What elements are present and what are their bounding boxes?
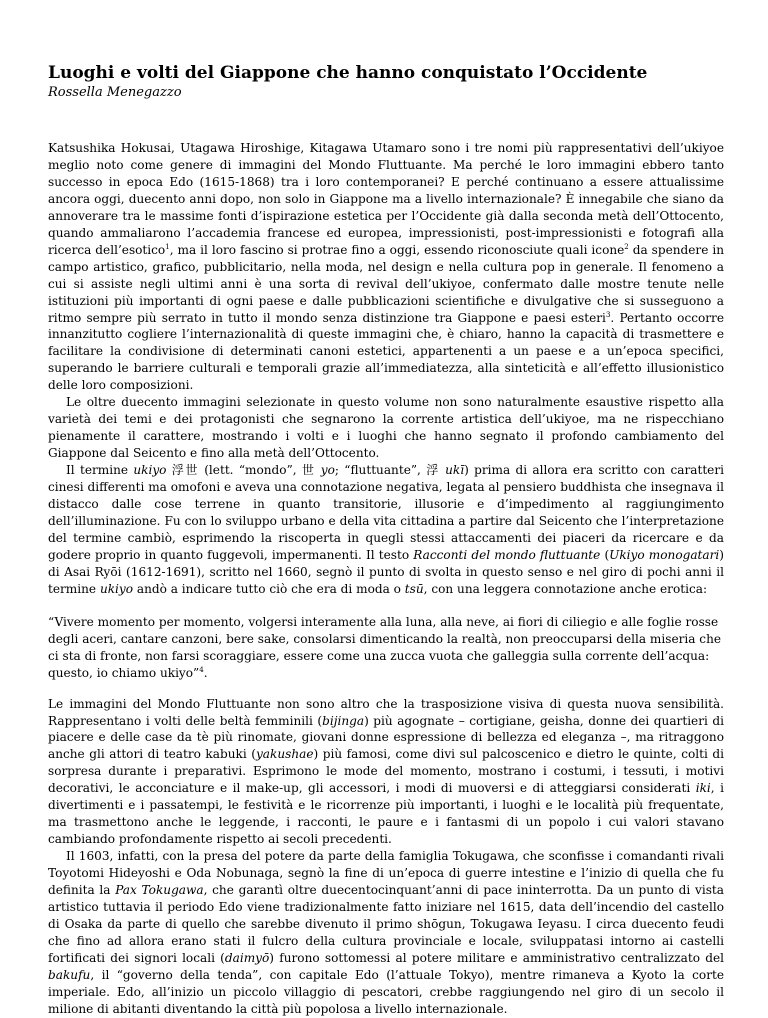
footnote-ref-4[interactable]: 4 xyxy=(199,665,204,674)
paragraph-2: Le oltre duecento immagini selezionate in questo volume non sono naturalmente esaustive rispetto alla varietà dei temi e dei protagonisti che segnarono la corrente artistica dell’ukiyoe, ma ne rispecchiano pienamente il carattere, mostrando i volti e i luoghi che hanno segnato il profondo cambiamento del Giappone dal Seicento e fino alla metà dell’Ottocento. xyxy=(48,395,724,461)
document-body xyxy=(48,140,724,1018)
footnote-ref-3[interactable]: 3 xyxy=(605,310,611,319)
paragraph-4: Le immagini del Mondo Fluttuante non sono altro che la trasposizione visiva di questa nuova sensibilità. Rappresentano i volti delle beltà femminili (bijinga) più agognate – cortigiane, geisha, donne dei quartieri di piacere e delle case da tè più rinomate, giovani donne espressione di bellezza ed eleganza –, ma ritraggono anche gli attori di teatro kabuki (yakushae) più famosi, come divi sul palcoscenico e dietro le quinte, colti di sorpresa durante i preparativi. Esprimono le mode del momento, mostrano i costumi, i tessuti, i motivi decorativi, le acconciature e il make-up, gli accessori, i modi di muoversi e di atteggiarsi considerati iki, i divertimenti e i passatempi, le festività e le ricorrenze più importanti, i luoghi e le località più frequentate, ma trasmettono anche le leggende, i racconti, le paure e i fantasmi di un popolo i cui valori stavano cambiando profondamente rispetto ai secoli precedenti. xyxy=(48,696,724,847)
author-name: Rossella Menegazzo xyxy=(48,85,182,100)
block-quote: “Vivere momento per momento, volgersi interamente alla luna, alla neve, ai fiori di ciliegio e alle foglie rosse degli aceri, cantare canzoni, bere sake, consolarsi dimenticando la realtà, non preoccuparsi della miseria che ci sta di fronte, non farsi scoraggiare, essere come una zucca vuota che galleggia sulla corrente dell’acqua: questo, io chiamo ukiyo”$^4$. xyxy=(48,614,722,680)
paragraph-5: Il 1603, infatti, con la presa del potere da parte della famiglia Tokugawa, che sconfisse i comandanti rivali Toyotomi Hideyoshi e Oda Nobunaga, segnò la fine di un’epoca di guerre intestine e l’inizio di quella che fu definita la Pax Tokugawa, che garantì oltre duecentocinquant’anni di pace ininterrotta. Da un punto di vista artistico tuttavia il periodo Edo viene tradizionalmente fatto iniziare nel 1615, data dell’incendio del castello di Osaka da parte di quello che sarebbe divenuto il primo shōgun, Tokugawa Ieyasu. I circa duecento feudi che fino ad allora erano stati il fulcro della cultura provinciale e locale, sviluppatasi intorno ai castelli fortificati dei signori locali (daimyō) furono sottomessi al potere militare e amministrativo centralizzato del bakufu, il “governo della tenda”, con capitale Edo (l’attuale Tokyo), mentre rimaneva a Kyoto la corte imperiale. Edo, all’inizio un piccolo villaggio di pescatori, crebbe raggiungendo nel giro di un secolo il milione di abitanti diventando la città più popolosa a livello internazionale. xyxy=(48,849,724,1016)
paragraph-3: Il termine ukiyo 浮世 (lett. “mondo”, 世 yo; “fluttuante”, 浮 ukī) prima di allora era scritto con caratteri cinesi differenti ma omofoni e aveva una connotazione negativa, legata al pensiero buddhista che insegnava il distacco dalle cose terrene in quanto transitorie, illusorie e d’impedimento al raggiungimento dell’illuminazione. Fu con lo sviluppo urbano e della vita cittadina a partire dal Seicento che l’interpretazione del termine cambiò, esprimendo la riscoperta in quegli stessi attaccamenti dei piaceri da ricercare e da godere proprio in quanto fuggevoli, impermanenti. Il testo Racconti del mondo fluttuante (Ukiyo monogatari) di Asai Ryōi (1612-1691), scritto nel 1660, segnò il punto di svolta in questo senso e nel giro di pochi anni il termine ukiyo andò a indicare tutto ciò che era di moda o tsū, con una leggera connotazione anche erotica: xyxy=(48,463,724,596)
document-title: Luoghi e volti del Giappone che hanno conquistato l’Occidente xyxy=(48,63,648,83)
paragraph-1: Katsushika Hokusai, Utagawa Hiroshige, Kitagawa Utamaro sono i tre nomi più rappresentativi dell’ukiyoe meglio noto come genere di immagini del Mondo Fluttuante. Ma perché le loro immagini ebbero tanto successo in epoca Edo (1615-1868) tra i loro contemporanei? E perché continuano a essere attualissime ancora oggi, duecento anni dopo, non solo in Giappone ma a livello internazionale? È innegabile che siano da annoverare tra le massime fonti d’ispirazione estetica per l’Occidente già dalla seconda metà dell’Ottocento, quando ammaliarono l’accademia francese ed europea, impressionisti, post-impressionisti e fotografi alla ricerca dell’esotico$^1$, ma il loro fascino si protrae fino a oggi, essendo riconosciute quali icone$^2$ da spendere in campo artistico, grafico, pubblicitario, nella moda, nel design e nella cultura pop in generale. Il fenomeno a cui si assiste negli ultimi anni è una sorta di revival dell’ukiyoe, confermato dalle mostre tenute nelle istituzioni più importanti di ogni paese e dalle pubblicazioni scientifiche e divulgative che si susseguono a ritmo sempre più serrato in tutto il mondo senza distinzione tra Giappone e paesi esteri$^3$. Pertanto occorre innanzitutto cogliere l’internazionalità di queste immagini che, è chiaro, hanno la capacità di trasmettere e facilitare la condivisione di determinati canoni estetici, appartenenti a un paese e a un’epoca specifici, superando le barriere culturali e temporali grazie all’immediatezza, alla sinteticità e all’effetto illusionistico delle loro composizioni. xyxy=(48,141,724,393)
footnote-ref-1[interactable]: 1 xyxy=(165,242,170,251)
footnote-ref-2[interactable]: 2 xyxy=(624,242,629,251)
